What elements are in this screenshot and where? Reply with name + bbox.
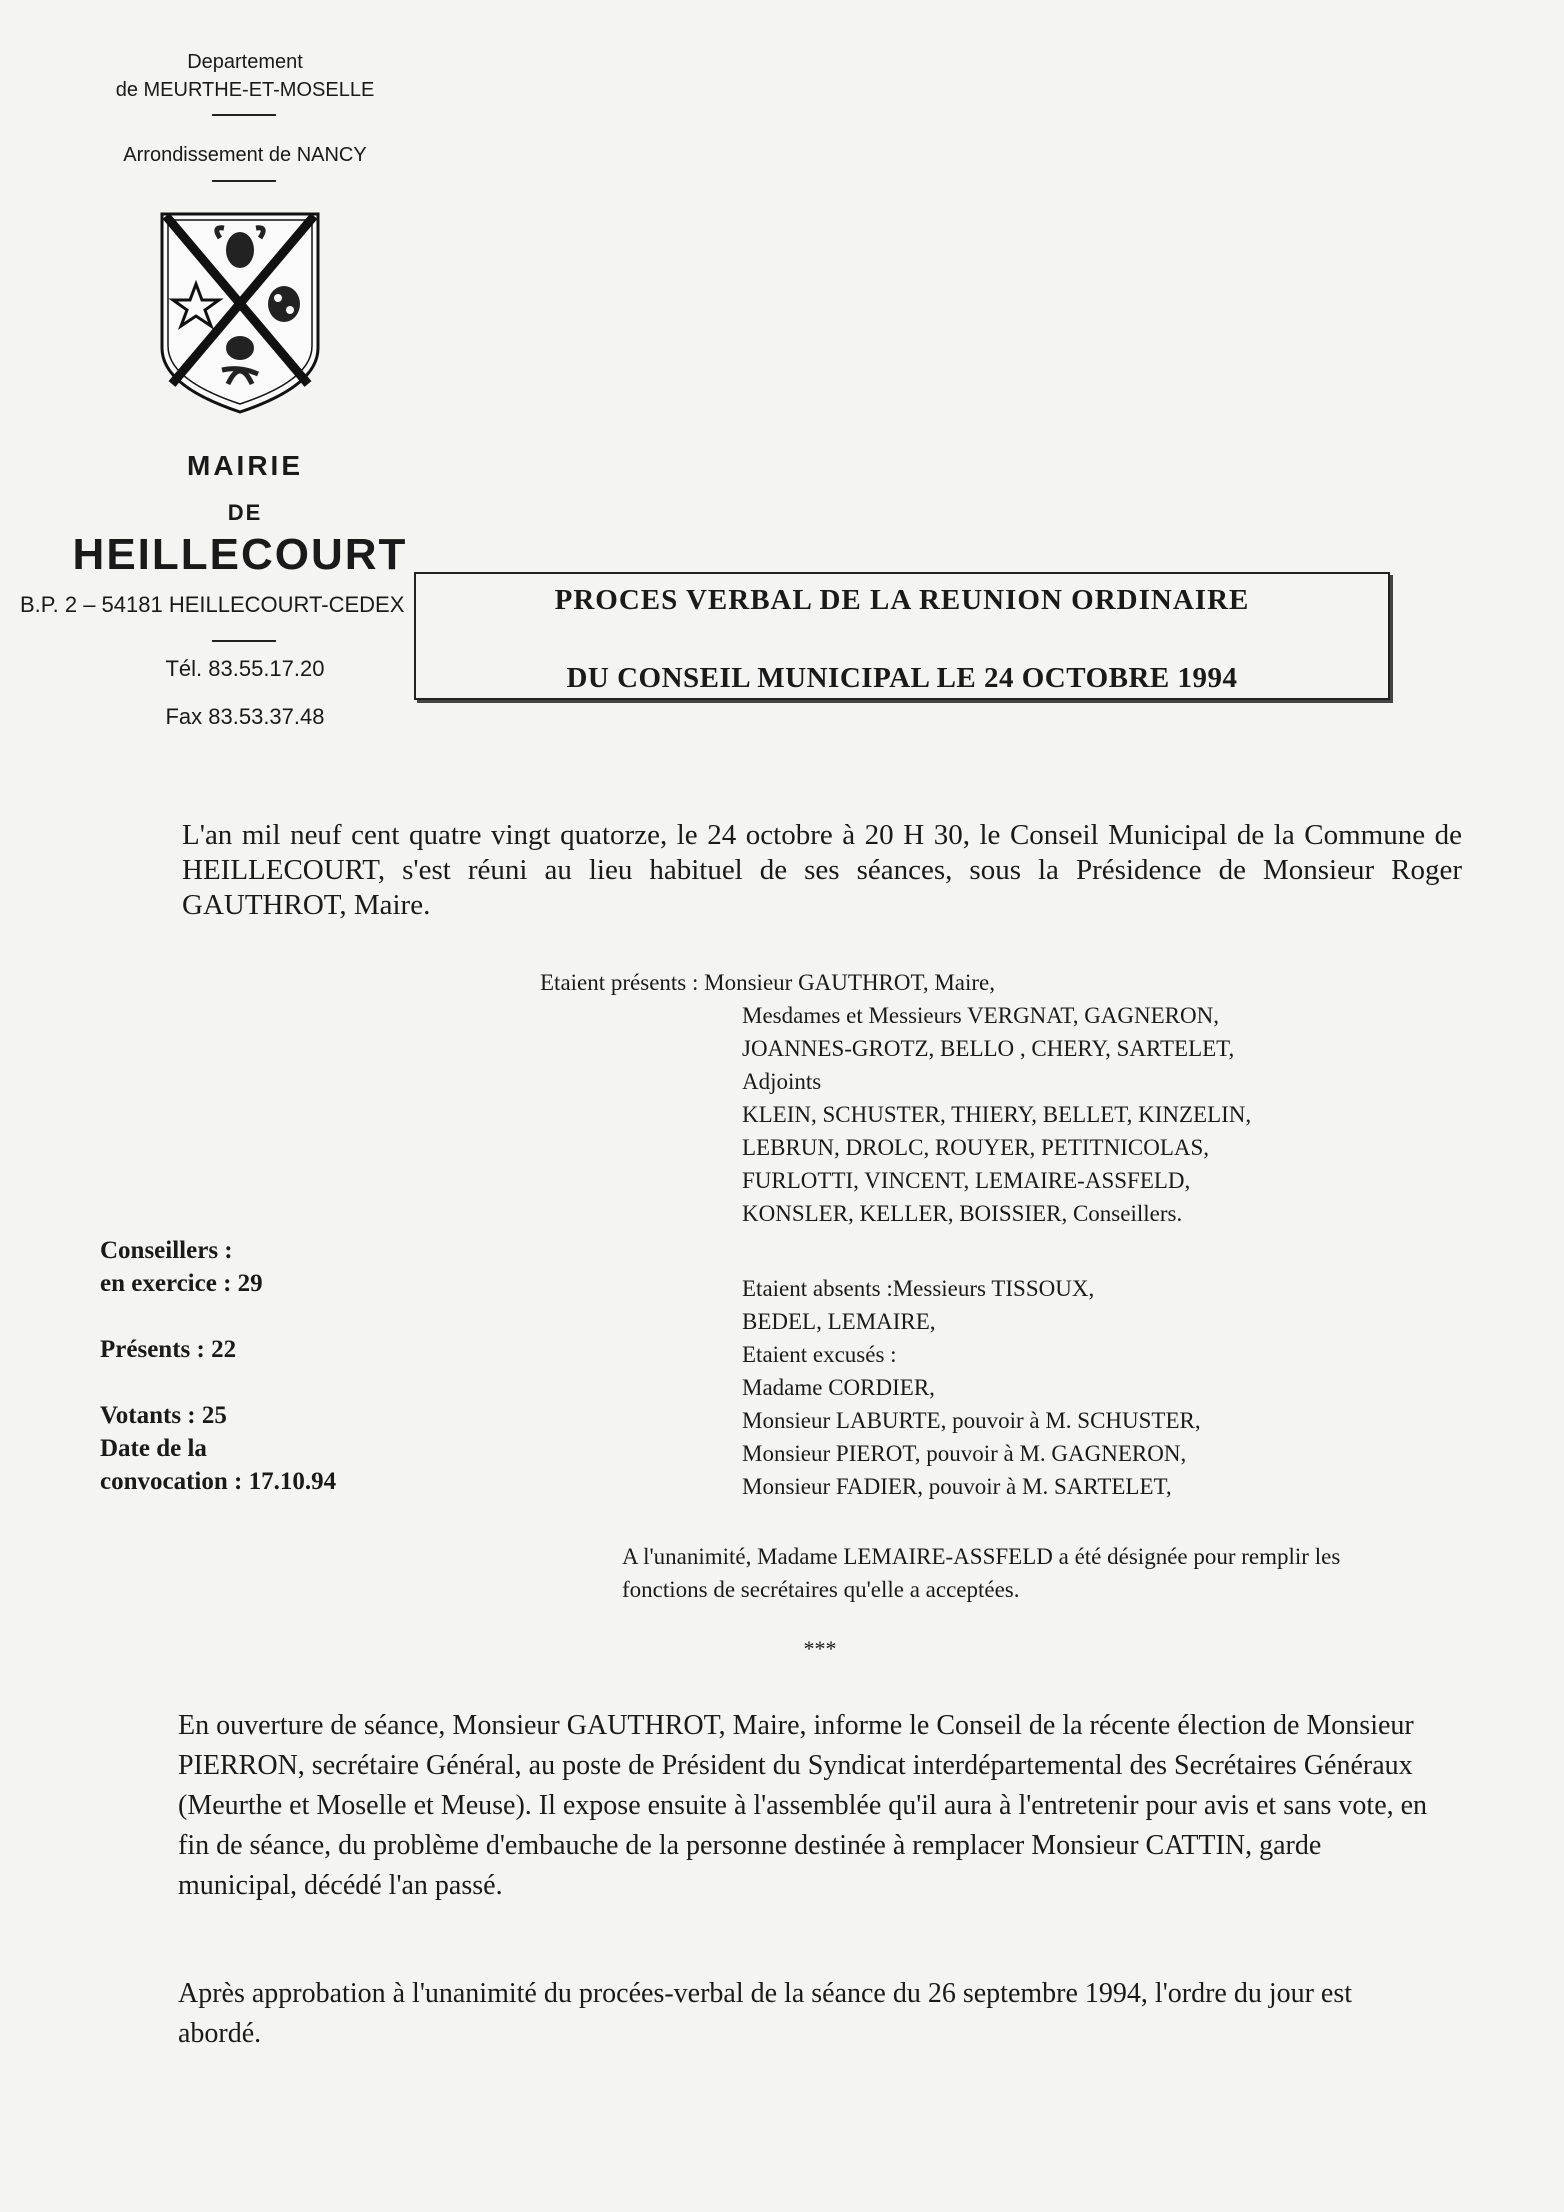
attendance-line: KLEIN, SCHUSTER, THIERY, BELLET, KINZELIN, — [742, 1102, 1252, 1127]
intro-paragraph: L'an mil neuf cent quatre vingt quatorze, le 24 octobre à 20 H 30, le Conseil Municipal de la Commune de HEILLECOURT, s'est réuni au lieu habituel de ses séances, sous la Présidence de Monsieur Roger GAUTHROT, Maire. — [182, 819, 1462, 921]
title-line1: PROCES VERBAL DE LA REUNION ORDINAIRE — [554, 584, 1250, 616]
department-line2: de MEURTHE-ET-MOSELLE — [115, 79, 375, 101]
document-title-box — [414, 572, 1390, 700]
absence-line: Monsieur LABURTE, pouvoir à M. SCHUSTER, — [742, 1408, 1201, 1433]
title-line2: DU CONSEIL MUNICIPAL LE 24 OCTOBRE 1994 — [566, 662, 1238, 694]
department-line1: Departement — [187, 51, 303, 73]
divider — [212, 114, 276, 116]
arrondissement: Arrondissement de NANCY — [123, 144, 367, 166]
secretary-designation: A l'unanimité, Madame LEMAIRE-ASSFELD a été désignée pour remplir les fonctions de secrétaires qu'elle a acceptées. — [622, 1544, 1341, 1602]
attendance-line: FURLOTTI, VINCENT, LEMAIRE-ASSFELD, — [742, 1168, 1191, 1193]
absence-line: Monsieur FADIER, pouvoir à M. SARTELET, — [742, 1474, 1172, 1499]
de-label: DE — [227, 500, 263, 525]
attendance-label: Etaient présents : — [540, 970, 705, 995]
opening-paragraph: En ouverture de séance, Monsieur GAUTHROT, Maire, informe le Conseil de la récente élection de Monsieur PIERRON, secrétaire Général, au poste de Président du Syndicat interdépartemental des Secrétaires Généraux (Meurthe et Moselle et Meuse). Il expose ensuite à l'assemblée qu'il aura à l'entretenir pour avis et sans vote, en fin de séance, du problème d'embauche de la personne destinée à remplacer Monsieur CATTIN, garde municipal, décédé l'an passé. — [178, 1710, 1428, 1901]
divider — [212, 180, 276, 182]
absence-line: Monsieur PIEROT, pouvoir à M. GAGNERON, — [742, 1441, 1187, 1466]
absence-line: BEDEL, LEMAIRE, — [742, 1309, 936, 1334]
coat-of-arms-icon — [158, 208, 322, 418]
stat-convocation: convocation : 17.10.94 — [100, 1468, 337, 1495]
stat-date-label: Date de la — [100, 1435, 207, 1462]
telephone: Tél. 83.55.17.20 — [165, 656, 325, 681]
absence-line: Etaient excusés : — [742, 1342, 897, 1367]
section-separator: *** — [803, 1636, 837, 1661]
attendance-line: KONSLER, KELLER, BOISSIER, Conseillers. — [742, 1201, 1183, 1226]
absences-block — [742, 1272, 1442, 1503]
attendance-line: Mesdames et Messieurs VERGNAT, GAGNERON, — [742, 1003, 1219, 1028]
attendance-line: JOANNES-GROTZ, BELLO , CHERY, SARTELET, — [742, 1036, 1235, 1061]
absence-line: Madame CORDIER, — [742, 1375, 935, 1400]
attendance-line: Etaient présents : Monsieur GAUTHROT, Maire, — [540, 970, 996, 995]
attendance-line: Adjoints — [742, 1069, 822, 1094]
approval-paragraph: Après approbation à l'unanimité du procées-verbal de la séance du 26 septembre 1994, l'ordre du jour est abordé. — [178, 1978, 1353, 2049]
town-name: HEILLECOURT — [72, 530, 408, 579]
stat-votants: Votants : 25 — [100, 1402, 227, 1429]
stat-presents: Présents : 22 — [100, 1336, 237, 1363]
mairie-label: MAIRIE — [187, 450, 303, 481]
attendance-block — [540, 966, 1440, 1230]
fax: Fax 83.53.37.48 — [165, 704, 325, 729]
department-block — [80, 48, 410, 104]
postal-address: B.P. 2 – 54181 HEILLECOURT-CEDEX — [20, 592, 405, 617]
attendance-line: LEBRUN, DROLC, ROUYER, PETITNICOLAS, — [742, 1135, 1210, 1160]
divider — [212, 640, 276, 642]
absence-line: Etaient absents :Messieurs TISSOUX, — [742, 1276, 1095, 1301]
council-stats — [100, 1234, 460, 1498]
stat-conseillers: Conseillers : — [100, 1237, 233, 1264]
stat-en-exercice: en exercice : 29 — [100, 1270, 263, 1297]
